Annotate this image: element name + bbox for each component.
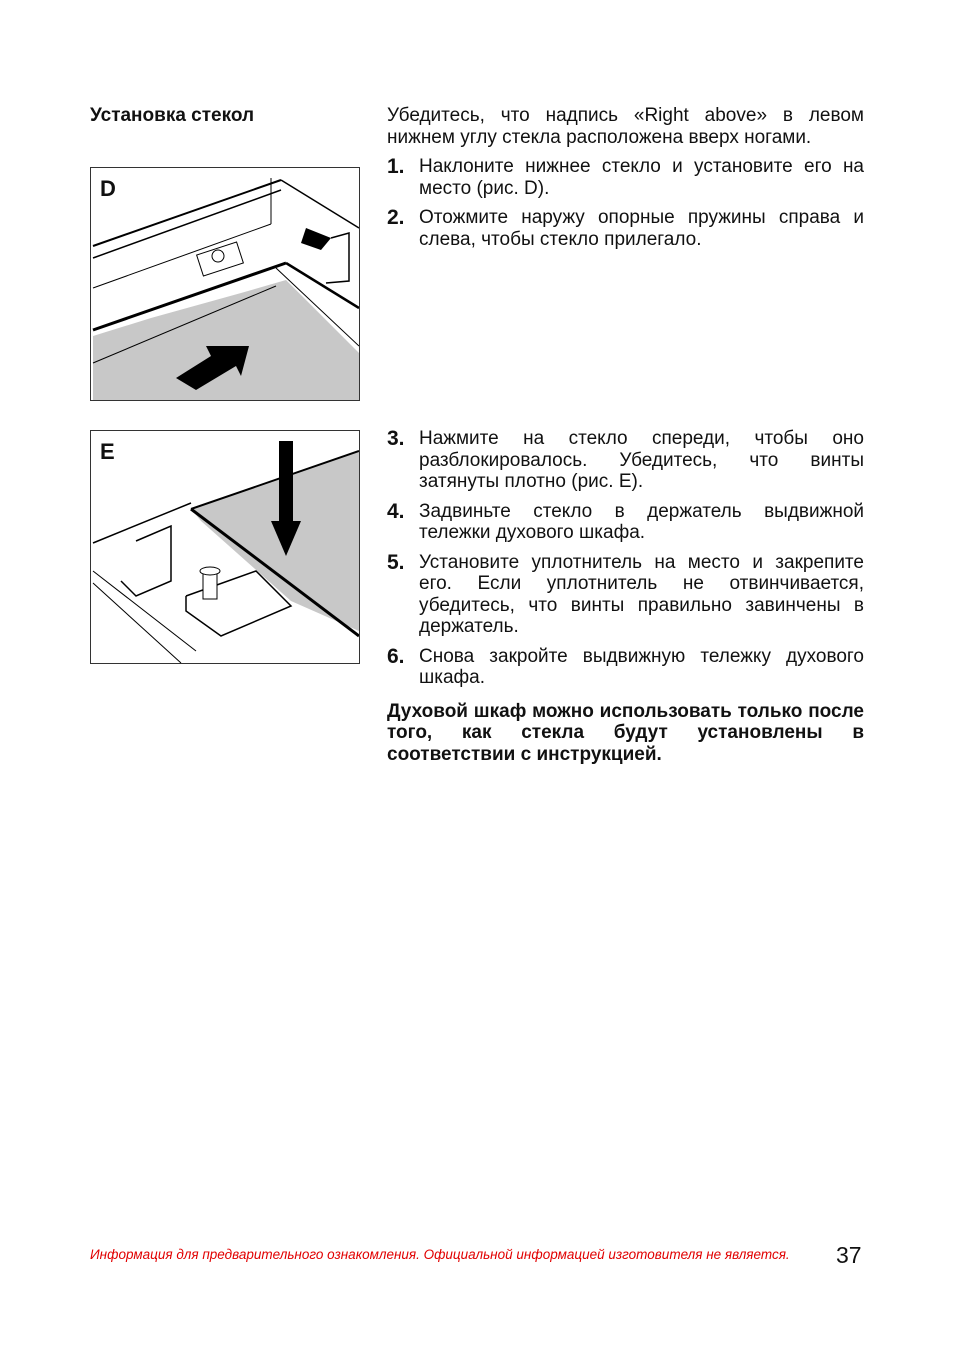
section-title: Установка стекол: [90, 105, 255, 126]
step-number: 1.: [387, 155, 405, 178]
step-text: Задвиньте стекло в держатель выдвижной тележки духового шкафа.: [419, 500, 864, 543]
step-item: [387, 207, 864, 250]
instructions-group-1: [387, 105, 864, 250]
step-number: 2.: [387, 206, 405, 229]
step-text: Снова закройте выдвижную тележку духового шкафа.: [419, 645, 864, 688]
figure-d-illustration: [90, 167, 360, 401]
glass-tilt-illustration: [91, 168, 360, 401]
figure-e-illustration: [90, 430, 360, 664]
step-number: 6.: [387, 644, 405, 668]
step-text: Отожмите наружу опорные пружины справа и слева, чтобы стекло прилегало.: [419, 207, 864, 250]
step-item: [387, 428, 864, 493]
step-number: 4.: [387, 499, 405, 523]
step-text: Наклоните нижнее стекло и установите его на место (рис. D).: [419, 156, 864, 199]
footer-disclaimer: Информация для предварительного ознакомления. Официальной информацией изготовителя не является.: [90, 1247, 790, 1262]
instructions-group-2: [387, 420, 864, 765]
step-text: Установите уплотнитель на место и закрепите его. Если уплотнитель не отвинчивается, убедитесь, что винты правильно завинчены в держатель.: [419, 551, 864, 637]
step-text: Нажмите на стекло спереди, чтобы оно разблокировалось. Убедитесь, что винты затянуты плотно (рис. E).: [419, 428, 864, 492]
step-item: [387, 501, 864, 544]
step-item: [387, 552, 864, 638]
warning-note: Духовой шкаф можно использовать только после того, как стекла будут установлены в соответствии с инструкцией.: [387, 700, 864, 765]
step-number: 3.: [387, 427, 405, 450]
page-number: 37: [836, 1242, 862, 1268]
glass-press-illustration: [91, 431, 360, 664]
step-item: [387, 156, 864, 199]
figure-label-d: D: [100, 176, 116, 201]
intro-paragraph: Убедитесь, что надпись «Right above» в левом нижнем углу стекла расположена вверх ногами.: [387, 105, 864, 148]
step-number: 5.: [387, 550, 405, 574]
figure-label-e: E: [100, 439, 115, 464]
step-item: [387, 646, 864, 689]
